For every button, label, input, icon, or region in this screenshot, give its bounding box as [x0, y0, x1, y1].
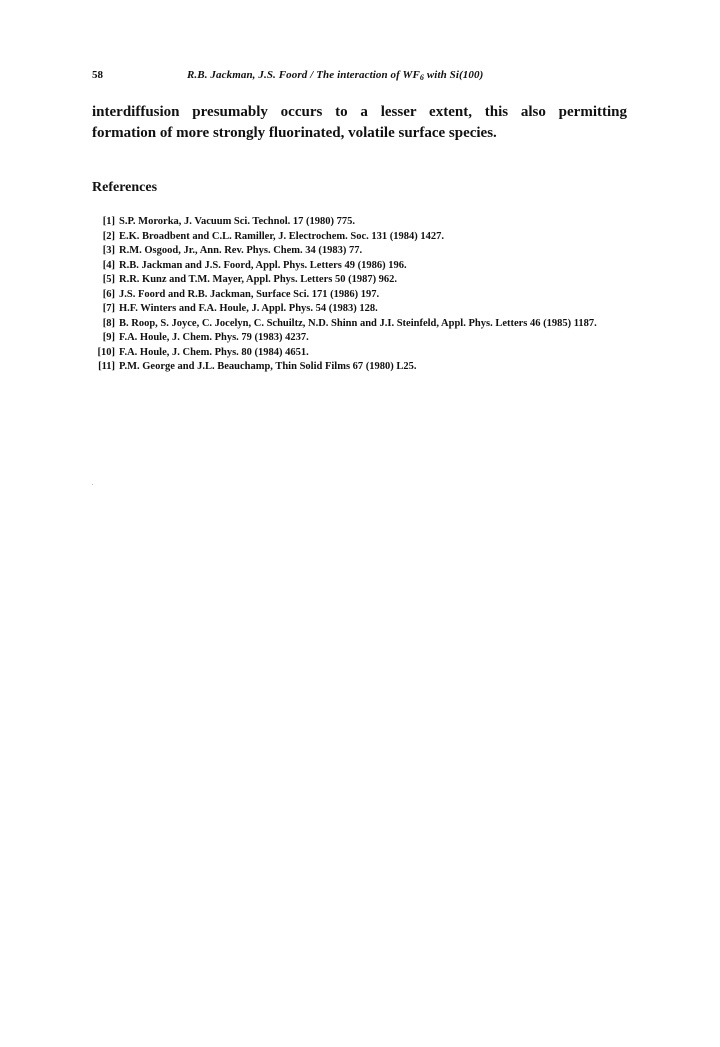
scan-speck — [92, 484, 93, 485]
reference-text: S.P. Mororka, J. Vacuum Sci. Technol. 17 (1980) 775. — [119, 216, 355, 227]
reference-item — [92, 230, 632, 245]
reference-item — [92, 259, 632, 274]
reference-item — [92, 331, 632, 346]
reference-item — [92, 346, 632, 361]
reference-item — [92, 302, 632, 317]
reference-number: [9] — [102, 332, 115, 343]
reference-number: [6] — [102, 288, 115, 300]
reference-text: P.M. George and J.L. Beauchamp, Thin Solid Films 67 (1980) L25. — [119, 361, 417, 372]
reference-item — [92, 317, 632, 332]
reference-number: [4] — [102, 259, 115, 271]
reference-text: R.R. Kunz and T.M. Mayer, Appl. Phys. Letters 50 (1987) 962. — [119, 274, 398, 285]
reference-item — [92, 244, 632, 259]
running-title — [187, 69, 483, 82]
reference-number: [7] — [102, 303, 115, 314]
reference-number: [5] — [102, 274, 115, 285]
references-heading: References — [92, 180, 158, 195]
reference-item — [92, 215, 632, 230]
reference-number: [3] — [102, 245, 115, 256]
reference-text: R.B. Jackman and J.S. Foord, Appl. Phys. Letters 49 (1986) 196. — [119, 259, 407, 271]
reference-text: H.F. Winters and F.A. Houle, J. Appl. Phys. 54 (1983) 128. — [119, 303, 378, 314]
running-title-suffix: with Si(100) — [424, 69, 484, 81]
reference-text: E.K. Broadbent and C.L. Ramiller, J. Electrochem. Soc. 131 (1984) 1427. — [119, 230, 445, 242]
reference-item — [92, 288, 632, 303]
reference-text: R.M. Osgood, Jr., Ann. Rev. Phys. Chem. 34 (1983) 77. — [119, 245, 363, 256]
reference-number: [1] — [102, 216, 115, 227]
reference-text: J.S. Foord and R.B. Jackman, Surface Sci. 171 (1986) 197. — [119, 288, 380, 300]
reference-number: [10] — [97, 346, 115, 358]
reference-item — [92, 360, 632, 375]
reference-text: F.A. Houle, J. Chem. Phys. 80 (1984) 4651. — [119, 346, 309, 358]
reference-number: [8] — [102, 317, 115, 329]
reference-text: F.A. Houle, J. Chem. Phys. 79 (1983) 4237. — [119, 332, 309, 343]
running-title-subscript: 6 — [419, 73, 424, 82]
reference-number: [11] — [98, 361, 115, 372]
body-line-2: formation of more strongly fluorinated, volatile surface species. — [92, 125, 497, 141]
page-number: 58 — [92, 69, 103, 81]
reference-text: B. Roop, S. Joyce, C. Jocelyn, C. Schuiltz, N.D. Shinn and J.I. Steinfeld, Appl. Phys. Letters 46 (1985) 1187. — [119, 317, 597, 329]
reference-item — [92, 273, 632, 288]
body-paragraph — [92, 102, 627, 144]
reference-list — [92, 215, 632, 375]
reference-number: [2] — [102, 230, 115, 242]
running-title-prefix: R.B. Jackman, J.S. Foord / The interaction of WF — [187, 69, 420, 81]
body-line-1: interdiffusion presumably occurs to a lesser extent, this also permitting — [92, 104, 627, 120]
